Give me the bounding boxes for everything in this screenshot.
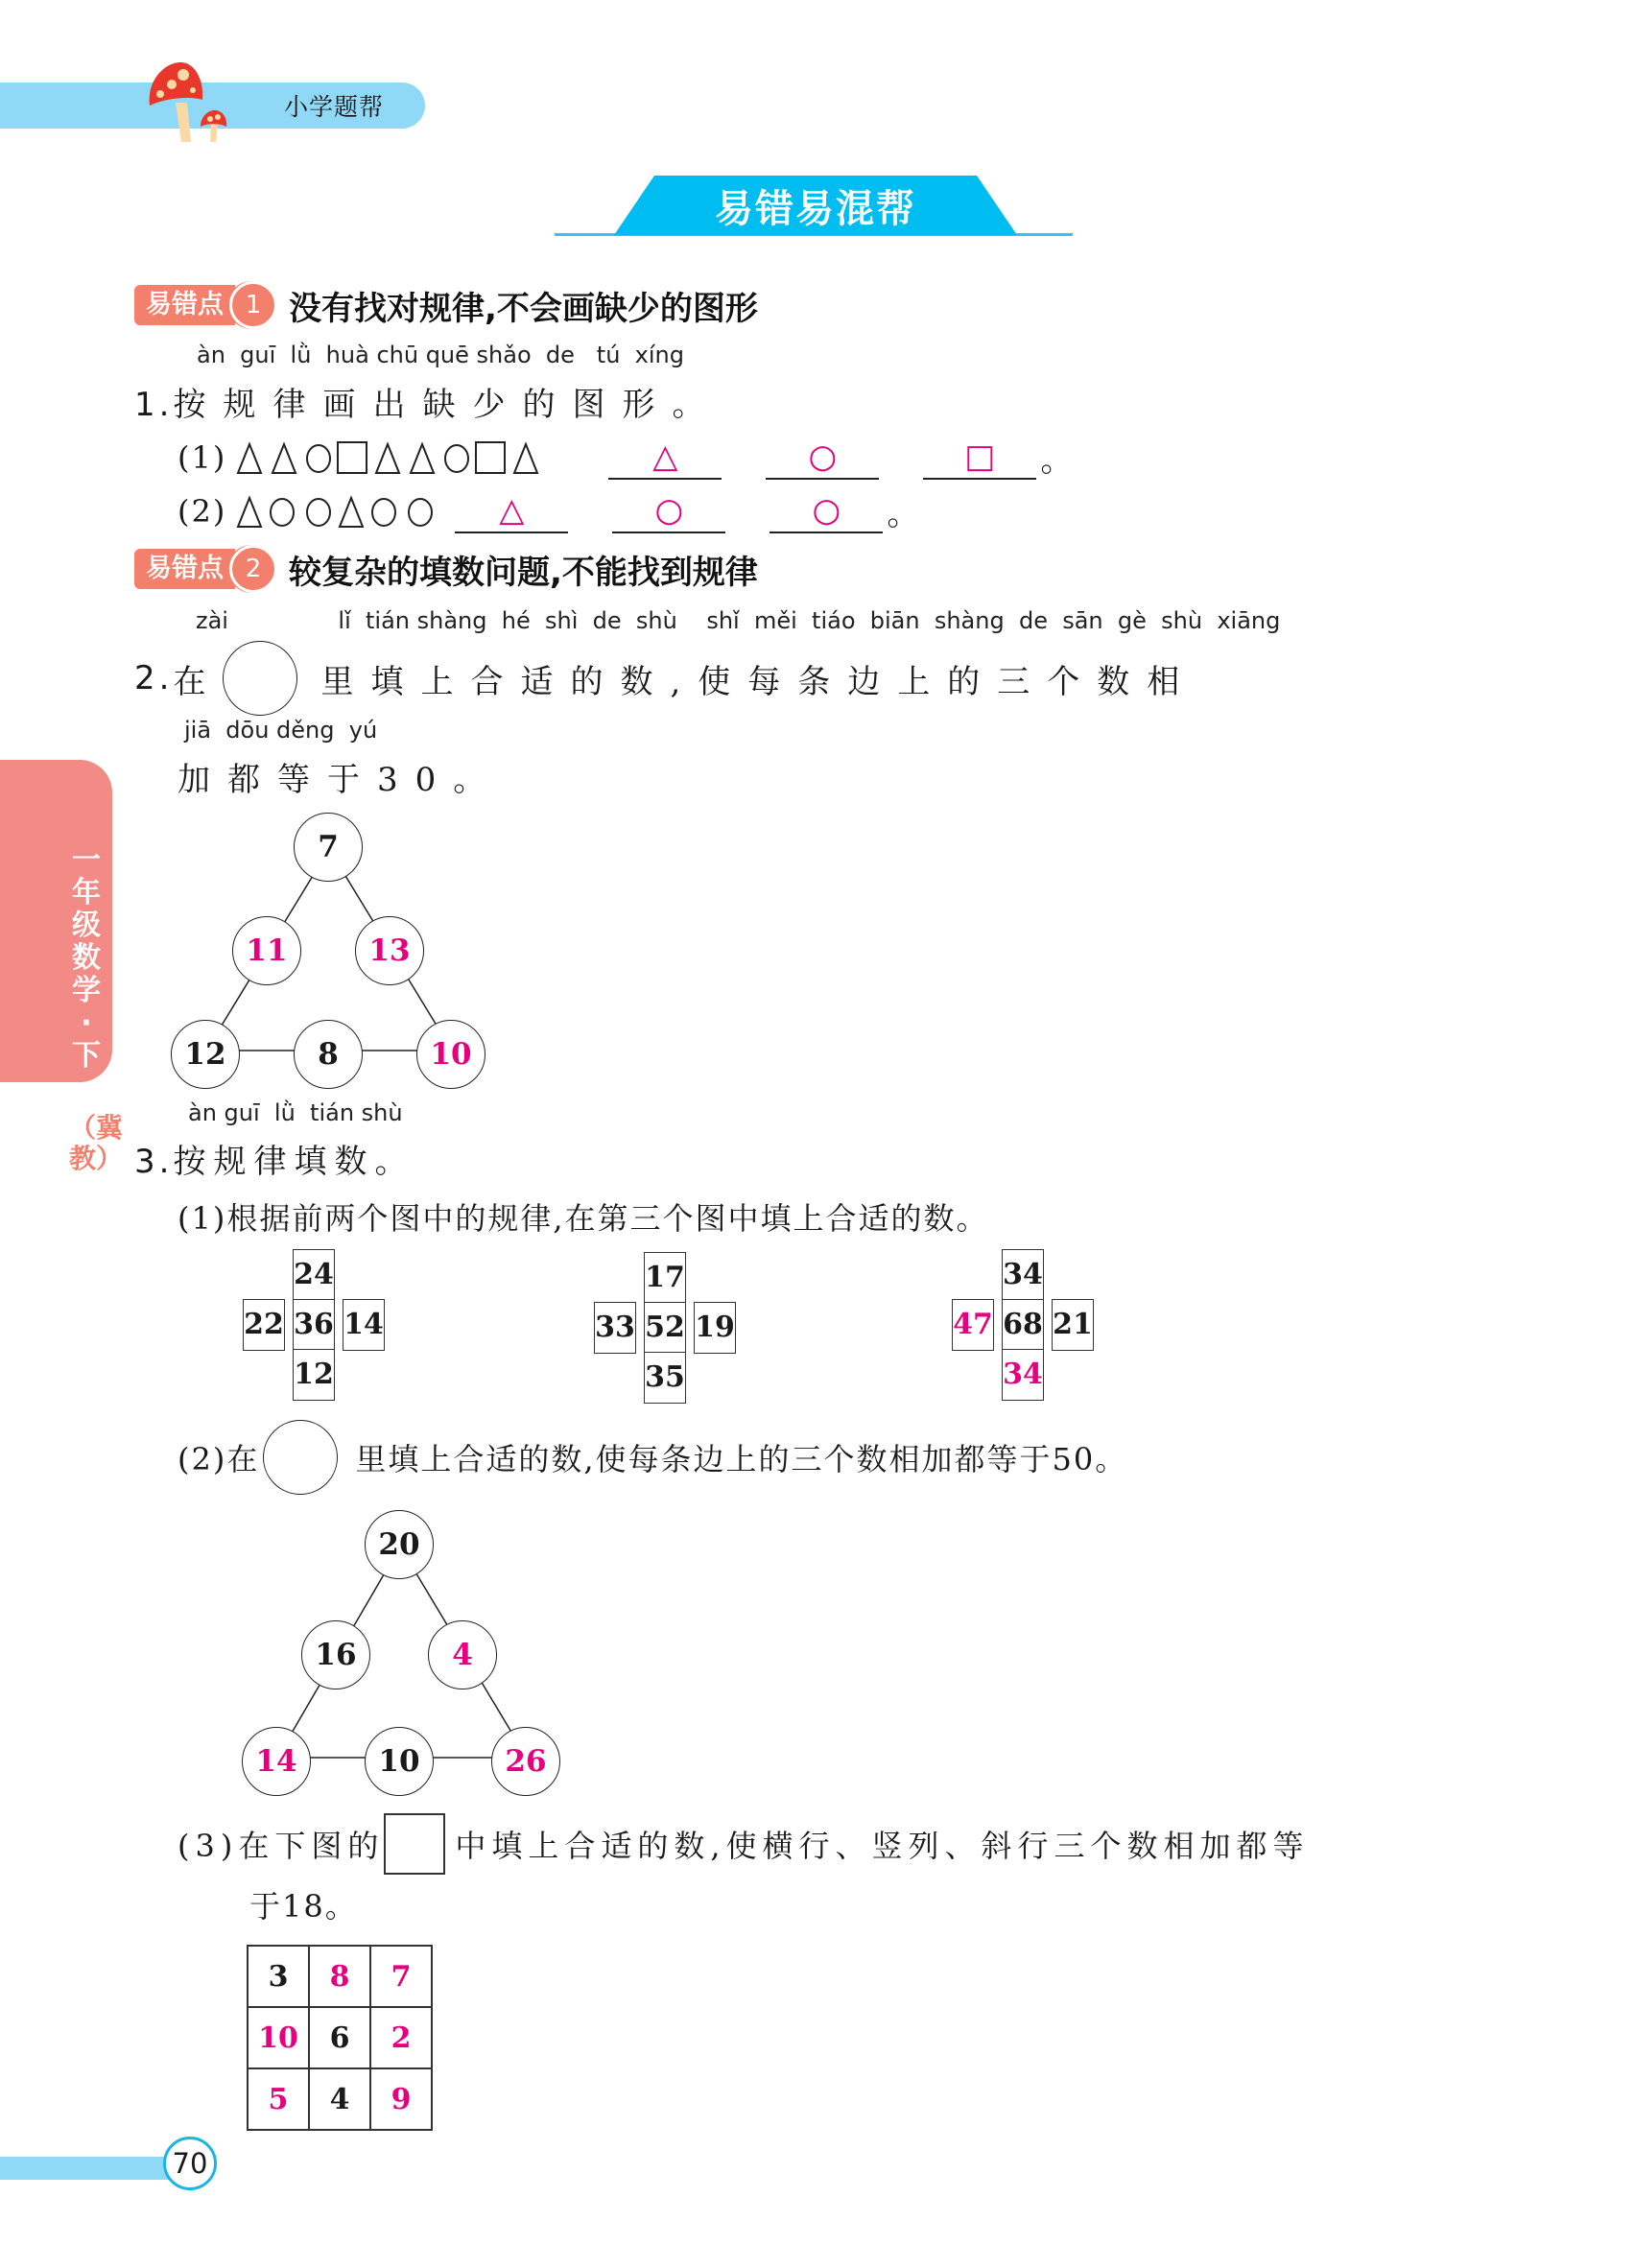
grid-cell-answer[interactable]: 8	[309, 1946, 370, 2007]
section-title: 没有找对规律,不会画缺少的图形	[289, 289, 758, 328]
answer-blank[interactable]: △	[608, 436, 722, 480]
q3-sub3-prompt	[178, 1813, 1310, 1875]
answer-blank[interactable]: ○	[770, 489, 883, 533]
node-mid-right[interactable]: 13	[355, 916, 424, 985]
q3-sub2-text-a: (2)在	[178, 1441, 260, 1477]
circle-blank-icon	[263, 1420, 338, 1495]
cell-center: 52	[644, 1302, 686, 1354]
cell-bottom-answer[interactable]: 34	[1002, 1349, 1044, 1401]
grid-cell: 6	[309, 2007, 370, 2068]
answer-blank[interactable]: □	[923, 436, 1036, 480]
q3-sub3-text-b: 中填上合适的数,使横行、竖列、斜行三个数相加都等	[455, 1828, 1310, 1864]
cell-right: 21	[1052, 1299, 1094, 1351]
section-title: 较复杂的填数问题,不能找到规律	[289, 553, 758, 592]
node-mid-right[interactable]: 4	[428, 1620, 497, 1689]
circle-blank-icon	[223, 641, 297, 716]
cell-center: 68	[1002, 1299, 1044, 1351]
q1-number: 1.	[134, 386, 174, 424]
q2-prompt	[134, 641, 1196, 716]
grid-cell: 4	[309, 2068, 370, 2130]
node-bottom-right[interactable]: 10	[416, 1020, 485, 1089]
q3-text: 按规律填数。	[173, 1143, 415, 1181]
period: 。	[887, 495, 920, 533]
node-bottom-mid: 10	[365, 1727, 434, 1796]
tag-number: 2	[229, 545, 277, 593]
cell-top: 34	[1002, 1249, 1044, 1301]
tag-label: 易错点	[134, 549, 235, 589]
cell-top: 24	[293, 1249, 335, 1301]
q1-sub2-label: (2)	[178, 492, 227, 530]
cell-bottom: 35	[644, 1352, 686, 1404]
grid-cell-answer[interactable]: 5	[248, 2068, 309, 2130]
cell-right: 14	[343, 1299, 385, 1351]
q2-text-a: 在	[173, 662, 224, 701]
q1-pinyin: àn guī lǜ huà chū quē shǎo de tú xíng	[197, 342, 684, 368]
q3-sub2-text-b: 里填上合适的数,使每条边上的三个数相加都等于50。	[355, 1441, 1128, 1477]
cell-left: 33	[594, 1302, 636, 1354]
cross-grid-1	[243, 1249, 396, 1403]
cell-right: 19	[694, 1302, 736, 1354]
mushroom-icon	[147, 59, 243, 146]
cell-left-answer[interactable]: 47	[952, 1299, 994, 1351]
q2-pinyin-line1: zài lǐ tián shàng hé shì de shù shǐ měi tiáo biān shàng de sān gè shù xiāng	[196, 607, 1281, 634]
q3-sub3-text-c: 于18。	[249, 1888, 358, 1925]
cell-center: 36	[293, 1299, 335, 1351]
square-blank-icon	[384, 1813, 445, 1875]
triangle-diagram-1	[168, 811, 494, 1079]
q3-sub3-text-a: (3)在下图的	[178, 1828, 385, 1864]
answer-blank[interactable]: △	[455, 489, 568, 533]
grid-cell-answer[interactable]: 2	[370, 2007, 432, 2068]
answer-blank[interactable]: ○	[612, 489, 725, 533]
brand-label: 小学题帮	[284, 93, 385, 121]
q3-prompt	[134, 1135, 414, 1182]
q1-prompt	[134, 378, 722, 425]
q3-sub1-text: (1)根据前两个图中的规律,在第三个图中填上合适的数。	[178, 1200, 989, 1237]
tag-number: 1	[229, 281, 277, 329]
q2-pinyin-line2: jiā dōu děng yú	[184, 717, 378, 744]
section-tag-2	[134, 549, 758, 592]
answer-blank[interactable]: ○	[766, 436, 879, 480]
page-number: 70	[163, 2137, 217, 2190]
grade-label: 一年级数学·下	[72, 843, 101, 1073]
node-top: 20	[365, 1510, 434, 1579]
node-mid-left[interactable]: 11	[232, 916, 301, 985]
q1-text: 按规律画出缺少的图形。	[173, 386, 722, 424]
node-bottom-right[interactable]: 26	[491, 1727, 560, 1796]
shape-sequence-1	[234, 438, 608, 477]
cell-bottom: 12	[293, 1349, 335, 1401]
cross-grid-2	[594, 1252, 747, 1406]
shape-sequence-2	[234, 492, 484, 531]
node-bottom-mid: 8	[294, 1020, 363, 1089]
page-title: 易错易混帮	[715, 187, 916, 231]
q2-number: 2.	[134, 659, 174, 697]
period: 。	[1040, 441, 1074, 480]
node-bottom-left: 12	[171, 1020, 240, 1089]
node-top: 7	[294, 813, 363, 882]
edition-label: （冀教）	[69, 1112, 124, 1174]
magic-square-grid	[247, 1945, 433, 2131]
q2-text-b: 里填上合适的数,使每条边上的三个数相	[320, 662, 1197, 701]
footer-bar	[0, 2157, 173, 2180]
node-mid-left: 16	[301, 1620, 370, 1689]
cell-top: 17	[644, 1252, 686, 1304]
triangle-diagram-2	[242, 1508, 568, 1786]
q1-sub2	[178, 487, 919, 534]
grid-cell: 3	[248, 1946, 309, 2007]
node-bottom-left[interactable]: 14	[242, 1727, 311, 1796]
cross-grid-3	[952, 1249, 1105, 1403]
q1-sub1-label: (1)	[178, 438, 227, 476]
grid-cell-answer[interactable]: 10	[248, 2007, 309, 2068]
cell-left: 22	[243, 1299, 285, 1351]
q2-text-c: 加都等于30。	[178, 761, 504, 799]
q3-number: 3.	[134, 1143, 174, 1181]
section-tag-1	[134, 285, 758, 328]
q3-pinyin: àn guī lǜ tián shù	[188, 1099, 403, 1126]
grid-cell-answer[interactable]: 9	[370, 2068, 432, 2130]
q1-sub1	[178, 434, 1073, 481]
tag-label: 易错点	[134, 285, 235, 325]
q3-sub2-prompt	[178, 1420, 1127, 1495]
grid-cell-answer[interactable]: 7	[370, 1946, 432, 2007]
